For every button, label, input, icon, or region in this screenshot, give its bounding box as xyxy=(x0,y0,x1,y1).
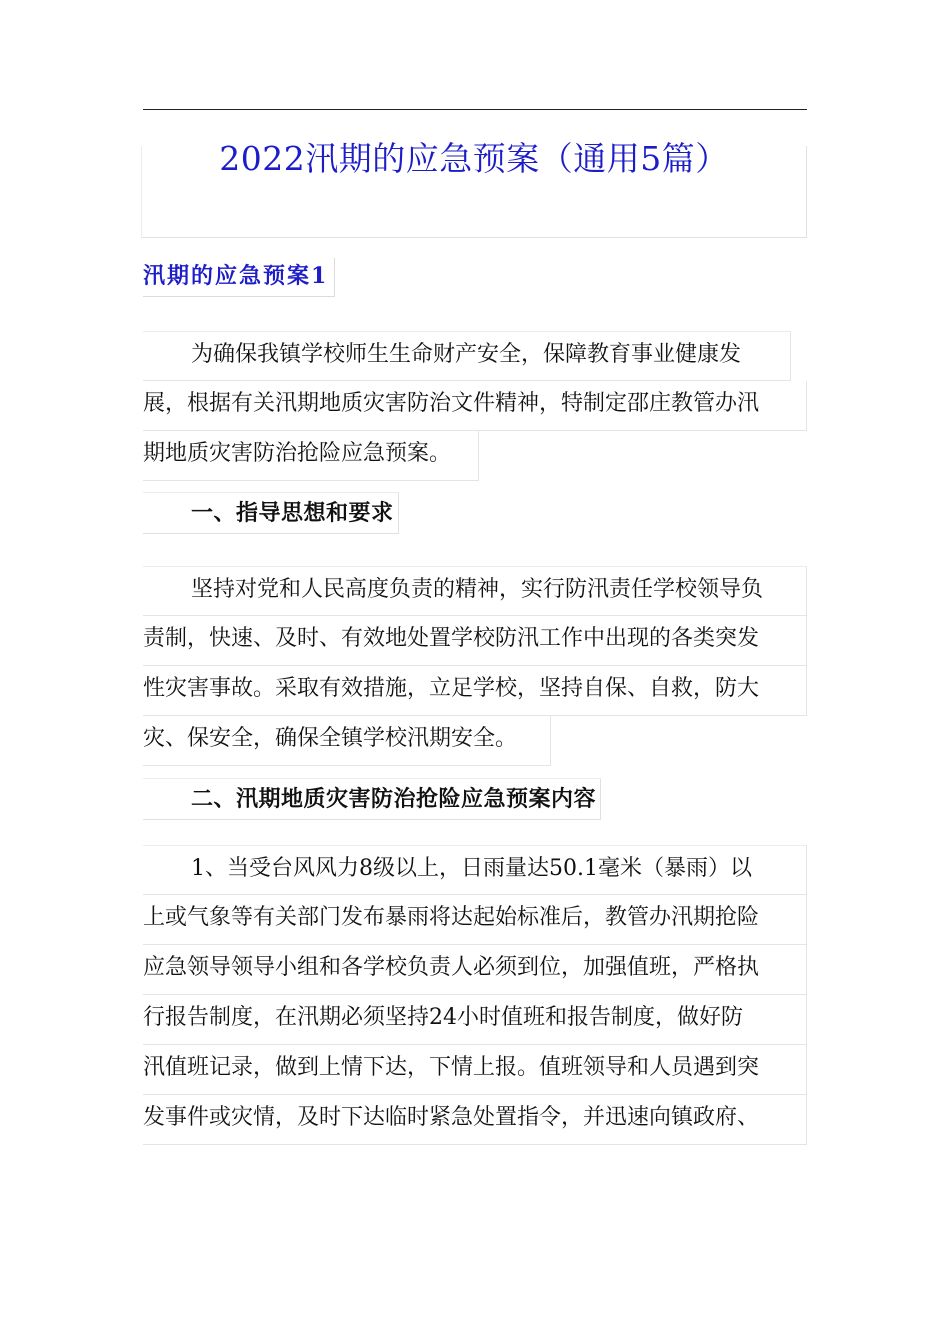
paragraph-line: 坚持对党和人民高度负责的精神，实行防汛责任学校领导负 xyxy=(143,566,807,616)
paragraph-line: 为确保我镇学校师生生命财产安全，保障教育事业健康发 xyxy=(143,331,791,381)
paragraph-line: 发事件或灾情，及时下达临时紧急处置指令，并迅速向镇政府、 xyxy=(143,1095,807,1145)
heading-guiding-principles: 一、指导思想和要求 xyxy=(143,492,399,534)
emergency-plan-paragraph xyxy=(143,845,809,1145)
paragraph-line: 行报告制度，在汛期必须坚持24小时值班和报告制度，做好防 xyxy=(143,995,807,1045)
paragraph-line: 期地质灾害防治抢险应急预案。 xyxy=(143,431,479,481)
paragraph-line: 展，根据有关汛期地质灾害防治文件精神，特制定邵庄教管办汛 xyxy=(143,381,807,431)
paragraph-line: 灾、保安全，确保全镇学校汛期安全。 xyxy=(143,716,551,766)
paragraph-line: 应急领导领导小组和各学校负责人必须到位，加强值班，严格执 xyxy=(143,945,807,995)
paragraph-line: 性灾害事故。采取有效措施，立足学校，坚持自保、自救，防大 xyxy=(143,666,807,716)
document-title: 2022汛期的应急预案（通用5篇） xyxy=(219,139,729,178)
heading-emergency-plan-content: 二、汛期地质灾害防治抢险应急预案内容 xyxy=(143,778,601,820)
paragraph-line: 汛值班记录，做到上情下达，下情上报。值班领导和人员遇到突 xyxy=(143,1045,807,1095)
section-heading: 汛期的应急预案1 xyxy=(143,258,335,297)
paragraph-line: 上或气象等有关部门发布暴雨将达起始标准后，教管办汛期抢险 xyxy=(143,895,807,945)
paragraph-line: 责制，快速、及时、有效地处置学校防汛工作中出现的各类突发 xyxy=(143,616,807,666)
intro-paragraph xyxy=(143,331,809,481)
guiding-principles-paragraph xyxy=(143,566,809,766)
paragraph-line: 1、当受台风风力8级以上，日雨量达50.1毫米（暴雨）以 xyxy=(143,845,807,895)
header-rule xyxy=(143,109,807,110)
